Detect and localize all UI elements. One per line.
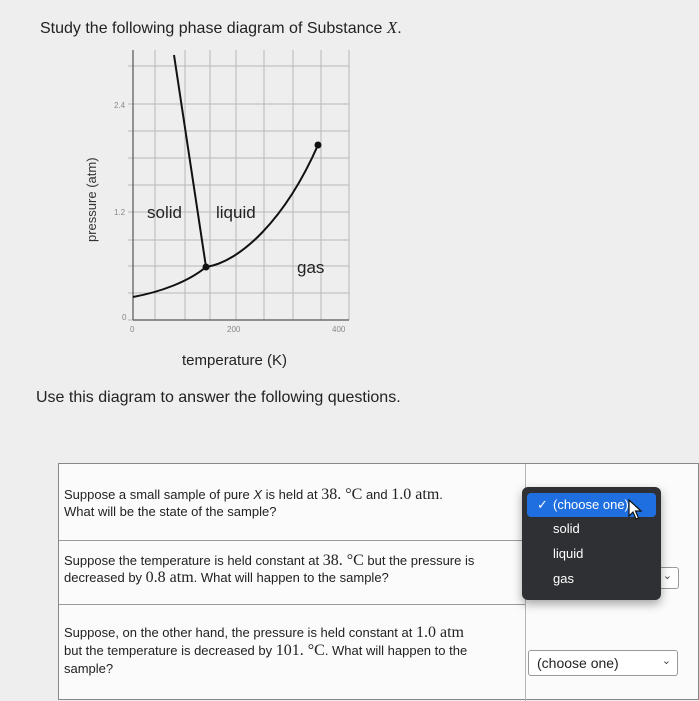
y-axis-label: pressure (atm) bbox=[84, 157, 99, 242]
intro-substance: X bbox=[386, 18, 398, 37]
intro-text bbox=[40, 18, 402, 38]
question-1-text bbox=[64, 486, 443, 520]
xtick-200: 200 bbox=[227, 325, 241, 334]
q2-part: . What will happen to the sample? bbox=[193, 570, 389, 585]
q1-part: and bbox=[362, 487, 392, 502]
solid-liquid-boundary bbox=[174, 55, 206, 267]
ytick-0: 0 bbox=[122, 313, 127, 322]
answer-select-3[interactable] bbox=[528, 650, 678, 676]
ytick-2-4: 2.4 bbox=[114, 101, 126, 110]
triple-point bbox=[203, 264, 210, 271]
checkmark-icon: ✓ bbox=[537, 497, 548, 512]
q2-amount: 0.8 atm bbox=[145, 569, 194, 586]
xtick-0: 0 bbox=[130, 325, 135, 334]
option-label: gas bbox=[553, 571, 574, 586]
question-row-1 bbox=[59, 464, 525, 541]
x-axis-label: temperature (K) bbox=[182, 352, 288, 369]
region-liquid: liquid bbox=[216, 203, 256, 222]
q2-part: but the pressure is bbox=[363, 553, 475, 568]
q1-line2: What will be the state of the sample? bbox=[64, 504, 277, 519]
region-solid: solid bbox=[147, 203, 182, 222]
mouse-cursor-icon bbox=[627, 499, 643, 521]
instructions: Use this diagram to answer the following questions. bbox=[36, 389, 401, 406]
question-3-text bbox=[64, 624, 467, 678]
q3-line3: sample? bbox=[64, 661, 114, 676]
q3-amount: 101. °C bbox=[275, 642, 325, 659]
q1-part: Suppose a small sample of pure bbox=[64, 487, 254, 502]
option-label: liquid bbox=[553, 546, 584, 561]
question-row-2 bbox=[59, 540, 525, 605]
q1-temp: 38. °C bbox=[321, 486, 363, 503]
q1-part: is held at bbox=[262, 487, 322, 502]
option-label: solid bbox=[553, 521, 580, 536]
critical-point bbox=[315, 142, 322, 149]
question-row-3 bbox=[59, 604, 525, 701]
q1-var: X bbox=[253, 487, 262, 502]
ytick-1-2: 1.2 bbox=[114, 208, 126, 217]
chevron-down-icon: ⌄ bbox=[661, 655, 671, 667]
grid bbox=[128, 50, 349, 320]
q1-part: . bbox=[439, 487, 443, 502]
question-2-text bbox=[64, 552, 474, 586]
dropdown-option-liquid[interactable] bbox=[522, 542, 661, 566]
q2-part: decreased by bbox=[64, 570, 146, 585]
intro-after: . bbox=[397, 20, 402, 37]
answer-select-3-value: (choose one) bbox=[537, 655, 619, 671]
q3-part: but the temperature is decreased by bbox=[64, 643, 276, 658]
q3-part: Suppose, on the other hand, the pressure is held constant at bbox=[64, 625, 416, 640]
q3-part: . What will happen to the bbox=[324, 643, 468, 658]
q2-temp: 38. °C bbox=[322, 552, 364, 569]
region-gas: gas bbox=[297, 258, 325, 277]
phase-diagram bbox=[0, 40, 400, 370]
q3-pressure: 1.0 atm bbox=[415, 624, 464, 641]
xtick-400: 400 bbox=[332, 325, 346, 334]
q1-pressure: 1.0 atm bbox=[391, 486, 440, 503]
q2-part: Suppose the temperature is held constant at bbox=[64, 553, 323, 568]
dropdown-option-gas[interactable] bbox=[522, 567, 661, 591]
option-label: (choose one) bbox=[553, 497, 629, 512]
intro-before: Study the following phase diagram of Substance bbox=[40, 20, 387, 37]
chevron-down-icon: ⌄ bbox=[662, 570, 672, 582]
